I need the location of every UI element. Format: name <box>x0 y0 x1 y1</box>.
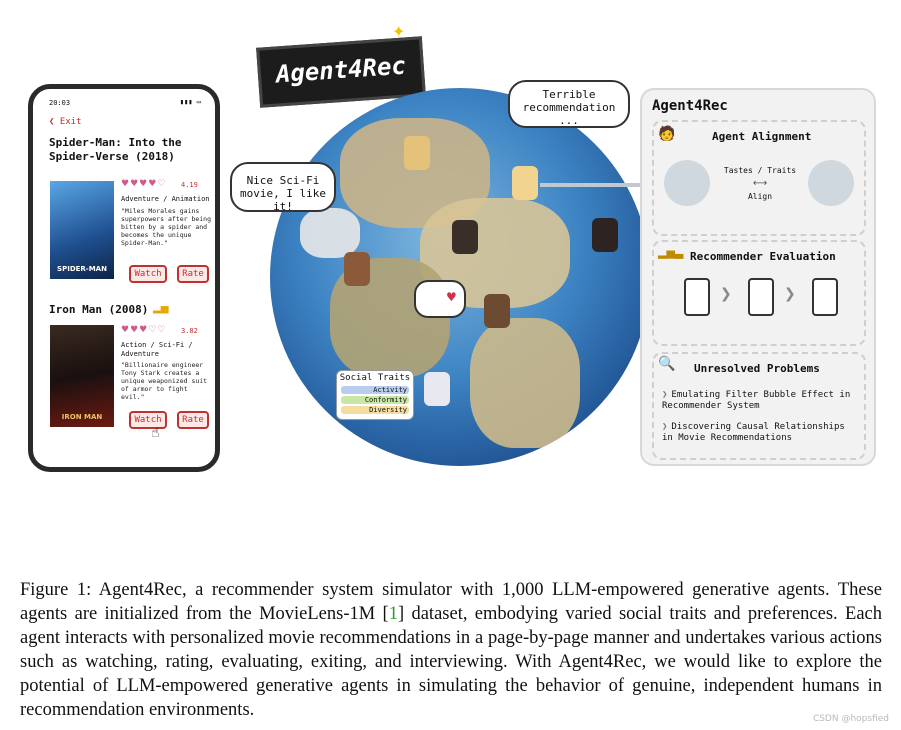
movie-poster-2[interactable] <box>50 325 114 427</box>
agent-avatar[interactable] <box>484 294 510 328</box>
watch-button-2[interactable]: Watch <box>129 411 167 429</box>
unresolved-problems-section <box>652 352 866 460</box>
podium-icon: ▂▅▃ <box>658 246 684 259</box>
mini-phone-icon <box>812 278 838 316</box>
movie-title-2: Iron Man (2008) <box>49 303 149 316</box>
trait-bar-diversity: Diversity <box>341 406 409 414</box>
agent-alignment-section <box>652 120 866 236</box>
rating-hearts-2: ♥♥♥♡♡ <box>121 325 167 335</box>
trait-bar-activity: Activity <box>341 386 409 394</box>
agent-avatar[interactable] <box>512 166 538 200</box>
watch-button-1[interactable]: Watch <box>129 265 167 283</box>
cursor-hand-icon: ☝ <box>151 425 160 441</box>
movie-desc-2: "Billionaire engineer Tony Stark creates a unique weaponized suit of armor to fight evil." <box>121 361 208 401</box>
problem-item-1: ❯ Emulating Filter Bubble Effect in Recommender System <box>662 390 851 411</box>
agent-avatar[interactable] <box>452 220 478 254</box>
chevron-right-icon: ❯ <box>662 390 668 400</box>
exit-link[interactable] <box>49 117 82 127</box>
mini-phone-icon <box>684 278 710 316</box>
agent-avatar[interactable] <box>424 372 450 406</box>
exit-label: Exit <box>59 117 82 127</box>
billboard-title: Agent4Rec <box>275 51 407 89</box>
watermark: CSDN @hopsfied <box>812 714 889 724</box>
caption-text-1: Figure 1: Agent4Rec, a recommender system simulator with 1,000 LLM-empowered generative agents. These agents are initialized from the MovieLens-1M [ <box>20 580 882 624</box>
status-time: 20:03 <box>49 99 71 107</box>
movie-genre-2: Action / Sci-Fi / Adventure <box>121 341 193 358</box>
agent-alignment-title: Agent Alignment <box>712 130 812 143</box>
align-label: Align <box>747 192 773 201</box>
unresolved-problems-title: Unresolved Problems <box>694 362 820 375</box>
agent4rec-panel <box>640 88 876 466</box>
thought-bubble <box>414 280 466 318</box>
phone-mockup <box>28 84 220 472</box>
trait-bar-conformity: Conformity <box>341 396 409 404</box>
agent-avatar[interactable] <box>592 218 618 252</box>
agent-avatar[interactable] <box>344 252 370 286</box>
magnifier-icon: 🔍 <box>658 356 676 372</box>
bidirectional-arrow-icon: ⟷ <box>752 178 768 189</box>
earth-globe <box>270 88 650 466</box>
caption-text-2: ] dataset, embodying varied social traits and preferences. Each agent interacts with personalized movie recommendations in a page-by-page manner and undertakes various actions such as watching, rating, evaluating, exiting, and interviewing. With Agent4Rec, we would like to explore the potential of LLM-empowered generative agents in simulating the behavior of genuine, independent humans in recommendation environments. <box>20 604 882 720</box>
agent-avatar-circle <box>664 160 710 206</box>
poster-2-text: IRON MAN <box>61 413 103 421</box>
figure-caption <box>20 578 882 722</box>
mini-phone-icon <box>748 278 774 316</box>
speech-bubble-terrible: Terrible recommendation ... <box>508 80 630 128</box>
social-traits-title: Social Traits <box>339 373 411 383</box>
citation-link[interactable]: 1 <box>388 604 398 624</box>
lightbulb-icon: ✦ <box>392 22 406 41</box>
panel-title: Agent4Rec <box>652 98 728 114</box>
speech-bubble-like: Nice Sci-Fi movie, I like it! <box>230 162 336 212</box>
social-traits-box <box>336 370 414 420</box>
recommender-evaluation-title: Recommender Evaluation <box>690 250 836 263</box>
movie-genre-1: Adventure / Animation <box>121 195 210 203</box>
movie-poster-1[interactable] <box>50 181 114 279</box>
bar-chart-icon: ▂▅ <box>153 303 169 314</box>
rate-button-2[interactable]: Rate <box>177 411 209 429</box>
chevron-right-icon: ❯ <box>784 286 796 302</box>
movie-desc-1: "Miles Morales gains superpowers after being bitten by a spider and becomes the unique Spider-Man." <box>121 207 212 247</box>
signal-battery-icon: ▮▮▮ ▭ <box>179 98 201 106</box>
problem-item-2: ❯ Discovering Causal Relationships in Movie Recommendations <box>662 422 845 443</box>
chevron-left-icon: ❮ <box>49 117 55 127</box>
poster-1-text: SPIDER-MAN <box>57 265 107 273</box>
agent-avatar[interactable] <box>404 136 430 170</box>
movie-score-2: 3.82 <box>181 327 198 335</box>
chevron-right-icon: ❯ <box>662 422 668 432</box>
rating-hearts-1: ♥♥♥♥♡ <box>121 179 167 189</box>
recommender-evaluation-section <box>652 240 866 346</box>
chevron-right-icon: ❯ <box>720 286 732 302</box>
teacher-icon: 🧑 <box>658 126 676 142</box>
human-avatar-circle <box>808 160 854 206</box>
tastes-traits-label: Tastes / Traits <box>723 166 797 175</box>
rate-button-1[interactable]: Rate <box>177 265 209 283</box>
movie-title-1: Spider-Man: Into the Spider-Verse (2018) <box>49 136 182 163</box>
heart-icon: ♥ <box>446 290 457 304</box>
movie-score-1: 4.19 <box>181 181 198 189</box>
